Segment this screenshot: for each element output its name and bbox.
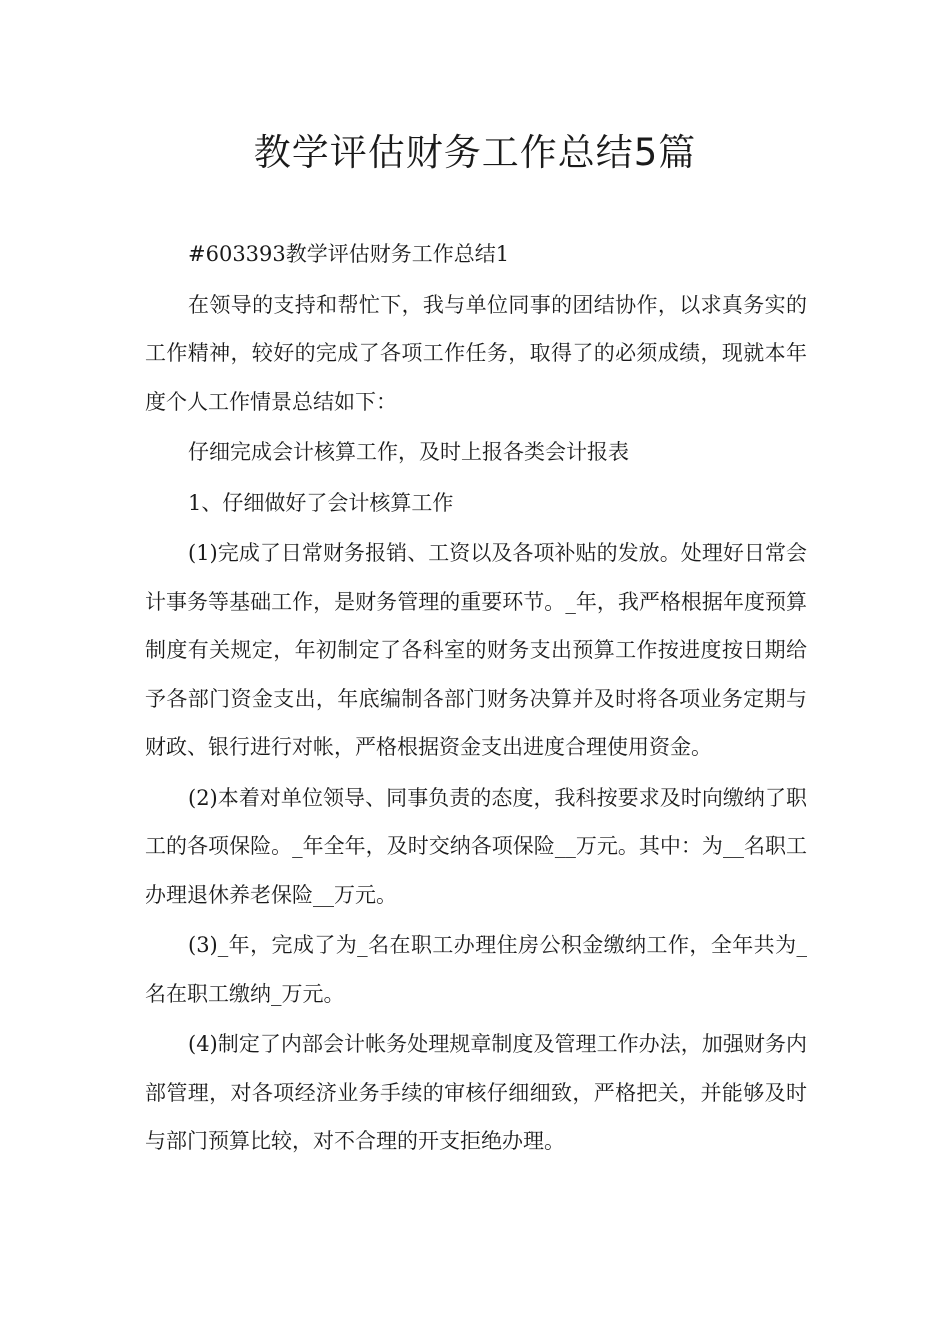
intro-paragraph: 在领导的支持和帮忙下，我与单位同事的团结协作，以求真务实的工作精神，较好的完成了各项工作任务，取得了的必须成绩，现就本年度个人工作情景总结如下： <box>145 292 807 414</box>
body-paragraph: (2)本着对单位领导、同事负责的态度，我科按要求及时向缴纳了职工的各项保险。_年全年，及时交纳各项保险__万元。其中：为__名职工办理退休养老保险__万元。 <box>145 785 807 907</box>
body-paragraph: (4)制定了内部会计帐务处理规章制度及管理工作办法，加强财务内部管理，对各项经济业务手续的审核仔细细致，严格把关，并能够及时与部门预算比较，对不合理的开支拒绝办理。 <box>145 1032 807 1153</box>
subsection-heading: 仔细完成会计核算工作，及时上报各类会计报表 <box>188 440 629 464</box>
document-title: 教学评估财务工作总结5篇 <box>253 131 697 174</box>
item-heading: 1、仔细做好了会计核算工作 <box>188 490 454 515</box>
body-paragraph: (3)_年，完成了为_名在职工办理住房公积金缴纳工作，全年共为_名在职工缴纳_万元。 <box>145 933 807 1006</box>
document-body <box>145 230 807 1166</box>
section-heading: #603393教学评估财务工作总结1 <box>188 242 510 266</box>
body-paragraph: (1)完成了日常财务报销、工资以及各项补贴的发放。处理好日常会计事务等基础工作，是财务管理的重要环节。_年，我严格根据年度预算制度有关规定，年初制定了各科室的财务支出预算工作按进度按日期给予各部门资金支出，年底编制各部门财务决算并及时将各项业务定期与财政、银行进行对帐，严格根据资金支出进度合理使用资金。 <box>145 541 807 759</box>
